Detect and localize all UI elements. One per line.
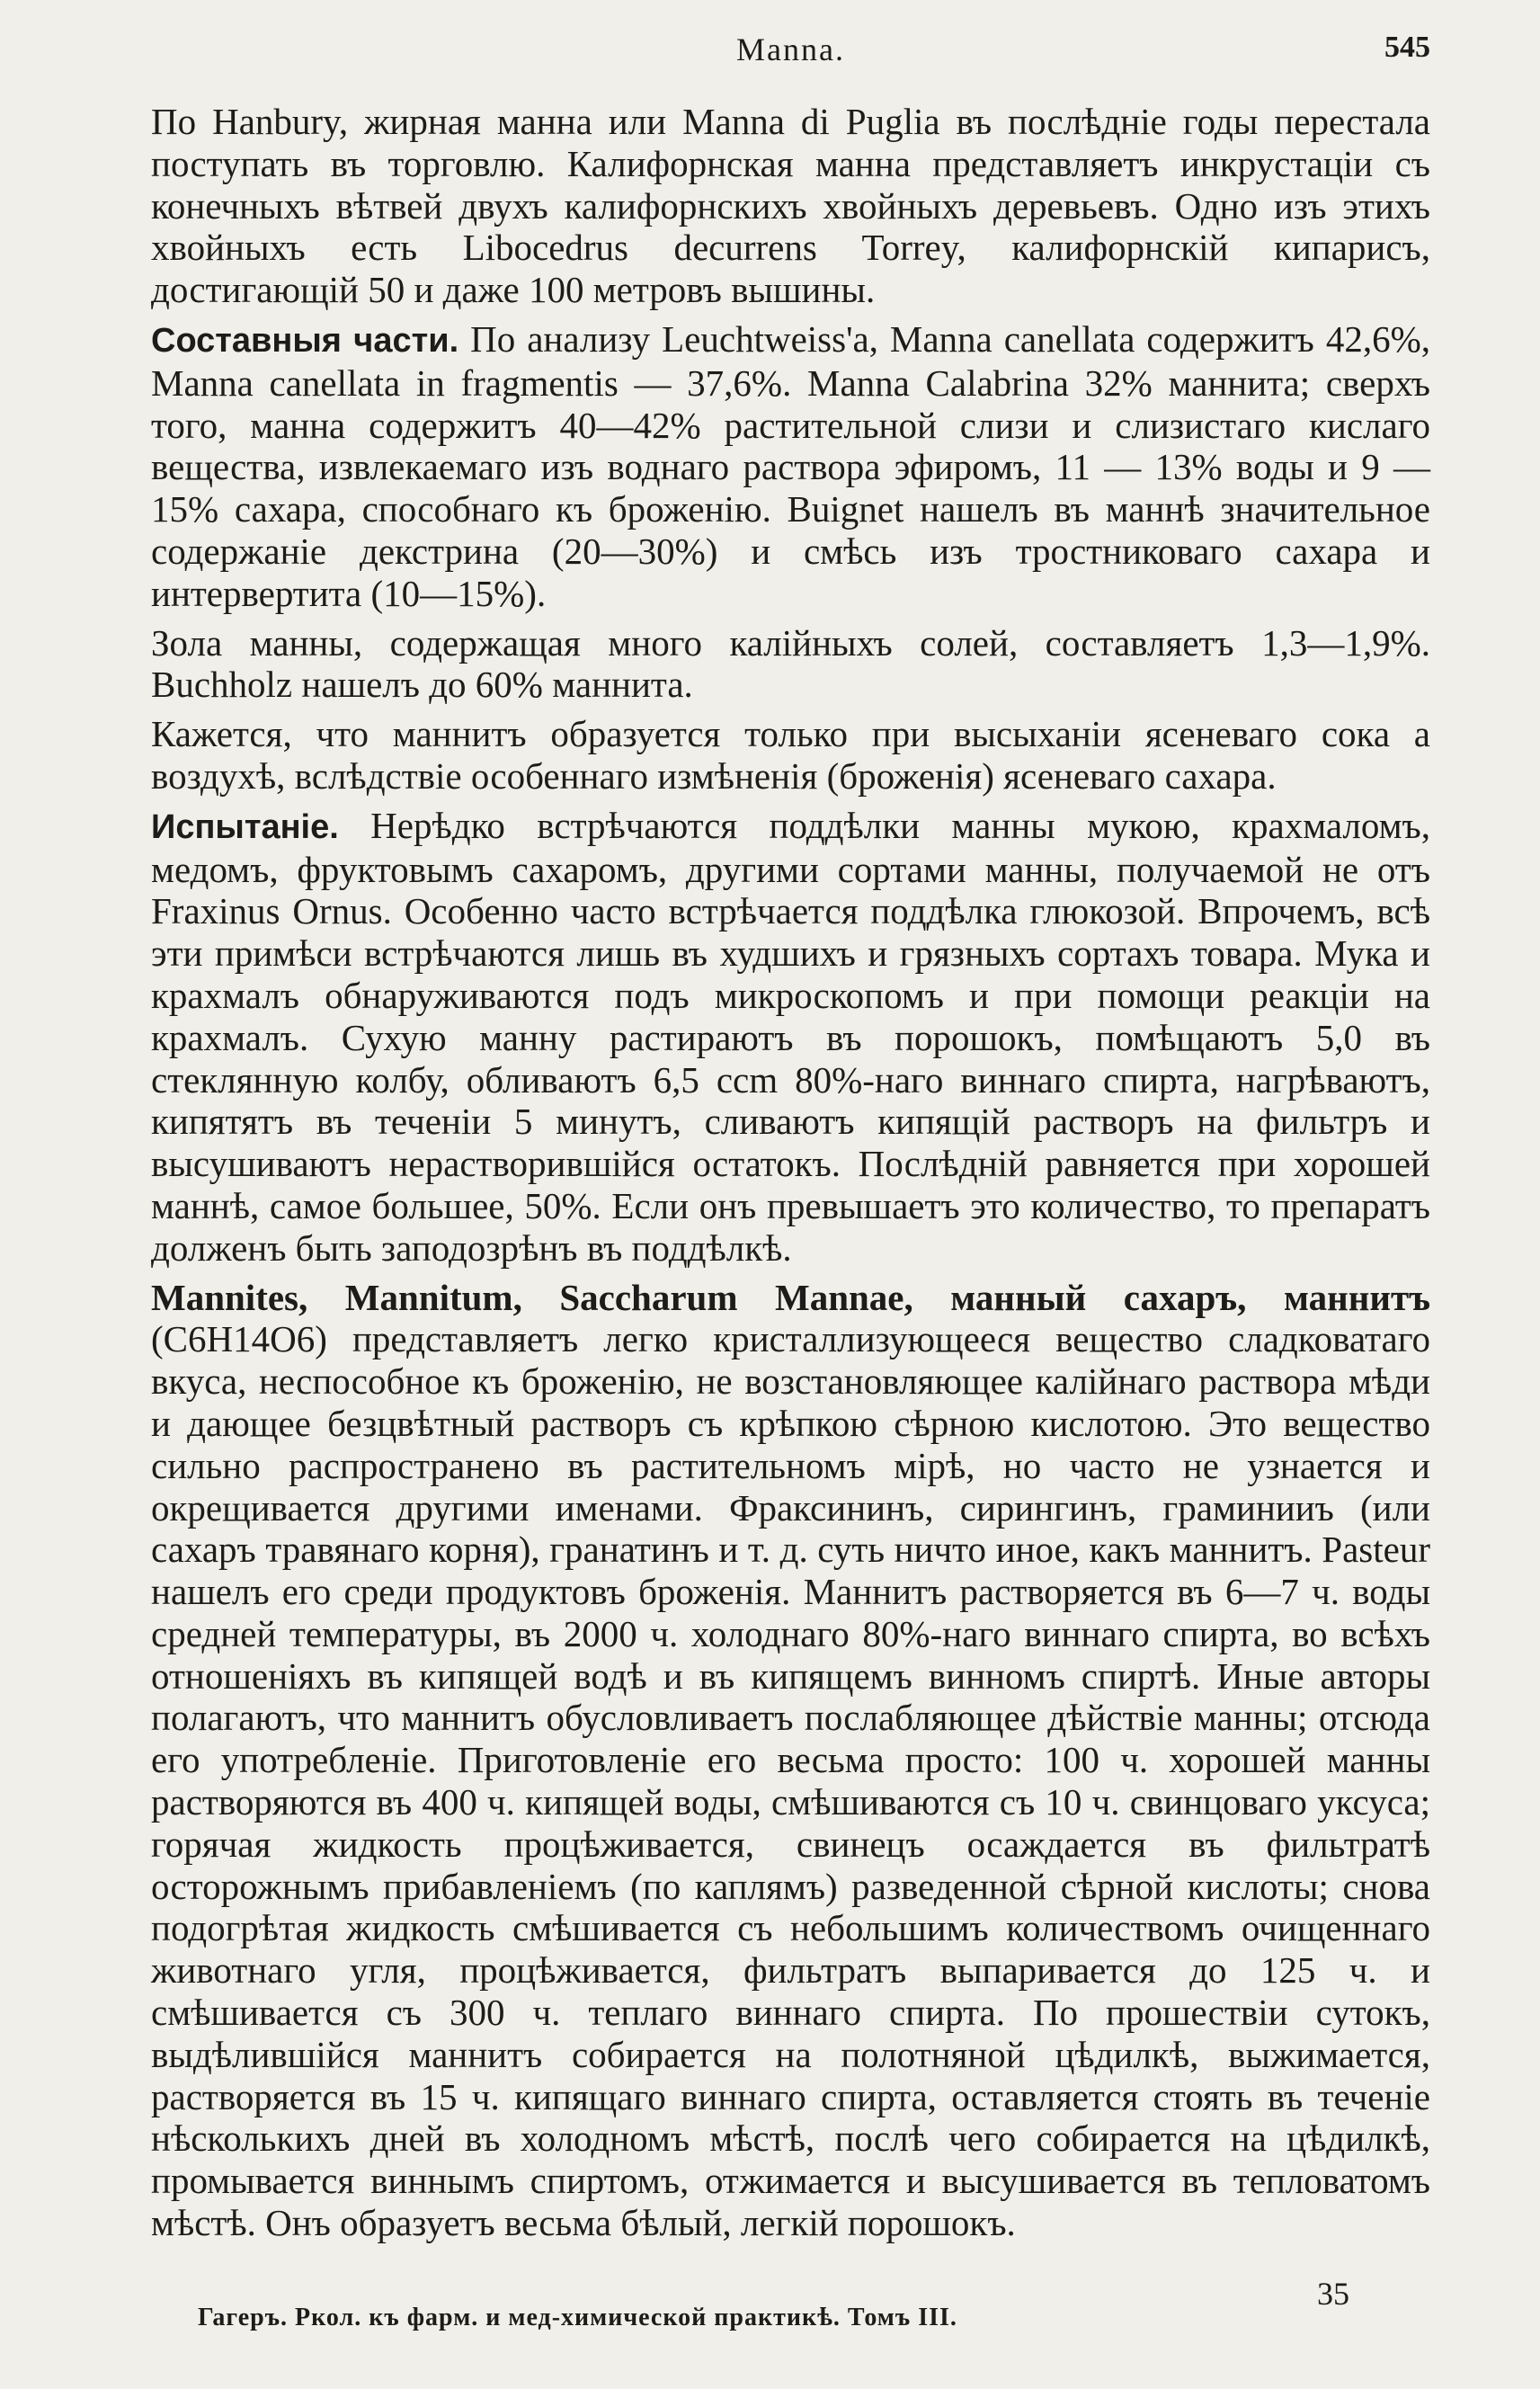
section-lead: Mannites, Mannitum, Saccharum Mannae, манный сахаръ, маннитъ [151,1276,1430,1318]
paragraph-mannite-origin [151,713,1430,798]
page-footer [198,2275,1430,2347]
paragraph-ash [151,622,1430,707]
running-head-title: Manna. [736,31,845,67]
paragraph-text: По анализу Leuchtweiss'a, Manna canellata содержитъ 42,6%, Manna canellata in fragmentis — 37,6%. Manna Calabrina 32% маннита; сверхъ того, манна содержитъ 40—42% растительной слизи и слизистаго кислаго вещества, извлекаемаго изъ воднаго раствора эфиромъ, 11 — 13% воды и 9 — 15% сахара, способнаго къ броженію. Buignet нашелъ въ маннѣ значительное содержаніе декстрина (20—30%) и смѣсь изъ тростниковаго сахара и интервертита (10—15%). [151,317,1430,614]
paragraph-hanbury [151,101,1430,311]
signature-mark: 35 [1317,2276,1349,2312]
paragraph-text: (C6H14O6) представляетъ легко кристаллизующееся вещество сладковатаго вкуса, неспособное къ броженію, не возстановляющее калійнаго раствора мѣди и дающее безцвѣтный растворъ съ крѣпкою сѣрною кислотою. Это вещество сильно распространено въ растительномъ мірѣ, но часто не узнается и окрещивается другими именами. Фраксининъ, сирингинъ, граминииъ (или сахаръ травянаго корня), гранатинъ и т. д. суть ничто иное, какъ маннитъ. Pasteur нашелъ его среди продуктовъ броженія. Маннитъ растворяется въ 6—7 ч. воды средней температуры, въ 2000 ч. холоднаго 80%-наго виннаго спирта, во всѣхъ отношеніяхъ въ кипящей водѣ и въ кипящемъ винномъ спиртѣ. Иные авторы полагаютъ, что маннитъ обусловливаетъ послабляющее дѣйствіе манны; отсюда его употребленіе. Приготовленіе его весьма просто: 100 ч. хорошей манны растворяются въ 400 ч. кипящей воды, смѣшиваются съ 10 ч. свинцоваго уксуса; горячая жидкость процѣживается, свинецъ осаждается въ фильтратѣ осторожнымъ прибавленіемъ (по каплямъ) разведенной сѣрной кислоты; снова подогрѣтая жидкость смѣшивается съ небольшимъ количествомъ очищеннаго животнаго угля, процѣживается, фильтратъ выпаривается до 125 ч. и смѣшивается съ 300 ч. теплаго виннаго спирта. По прошествіи сутокъ, выдѣлившійся маннитъ собирается на полотняной цѣдилкѣ, выжимается, растворяется въ 15 ч. кипящаго виннаго спирта, оставляется стоять въ теченіе нѣсколькихъ дней въ холодномъ мѣстѣ, послѣ чего собирается на цѣдилкѣ, промывается виннымъ спиртомъ, отжимается и высушивается въ тепловатомъ мѣстѣ. Онъ образуетъ весьма бѣлый, легкій порошокъ. [151,1318,1430,2244]
section-lead: Испытаніе. [151,807,339,846]
paragraph-text: Зола манны, содержащая много калійныхъ солей, составляетъ 1,3—1,9%. Buchholz нашелъ до 60% маннита. [151,621,1430,706]
paragraph-text: Кажется, что маннитъ образуется только при высыханіи ясеневаго сока а воздухѣ, вслѣдствіе особеннаго измѣненія (броженія) ясеневаго сахара. [151,713,1430,797]
paragraph-text: По Hanbury, жирная манна или Manna di Puglia въ послѣдніе годы перестала поступать въ торговлю. Калифорнская манна представляетъ инкрустаціи съ конечныхъ вѣтвей двухъ калифорнскихъ хвойныхъ деревьевъ. Одно изъ этихъ хвойныхъ есть Libocedrus decurrens Torrey, калифорнскій кипарисъ, достигающій 50 и даже 100 метровъ вышины. [151,101,1430,311]
paragraph-mannites [151,1277,1430,2244]
paragraph-text: Нерѣдко встрѣчаются поддѣлки манны мукою, крахмаломъ, медомъ, фруктовымъ сахаромъ, другими сортами манны, получаемой не отъ Fraxinus Ornus. Особенно часто встрѣчается поддѣлка глюкозой. Впрочемъ, всѣ эти примѣси встрѣчаются лишь въ худшихъ и грязныхъ сортахъ товара. Мука и крахмалъ обнаруживаются подъ микроскопомъ и при помощи реакціи на крахмалъ. Сухую манну растираютъ въ порошокъ, помѣщаютъ 5,0 въ стеклянную колбу, обливаютъ 6,5 ccm 80%-наго виннаго спирта, нагрѣваютъ, кипятятъ въ теченіи 5 минутъ, сливаютъ кипящій растворъ на фильтръ и высушиваютъ нерастворившійся остатокъ. Послѣдній равняется при хорошей маннѣ, самое большее, 50%. Если онъ превышаетъ это количество, то препаратъ долженъ быть заподозрѣнъ въ поддѣлкѣ. [151,804,1430,1269]
page-number: 545 [1384,31,1430,64]
body-text [151,101,1430,2251]
section-lead: Составныя части. [151,321,459,360]
running-head [151,23,1430,77]
paragraph-testing [151,805,1430,1270]
paragraph-constituents [151,318,1430,615]
footer-note: Гагеръ. Ркол. къ фарм. и мед-химической практикѣ. Томъ III. [198,2304,957,2331]
